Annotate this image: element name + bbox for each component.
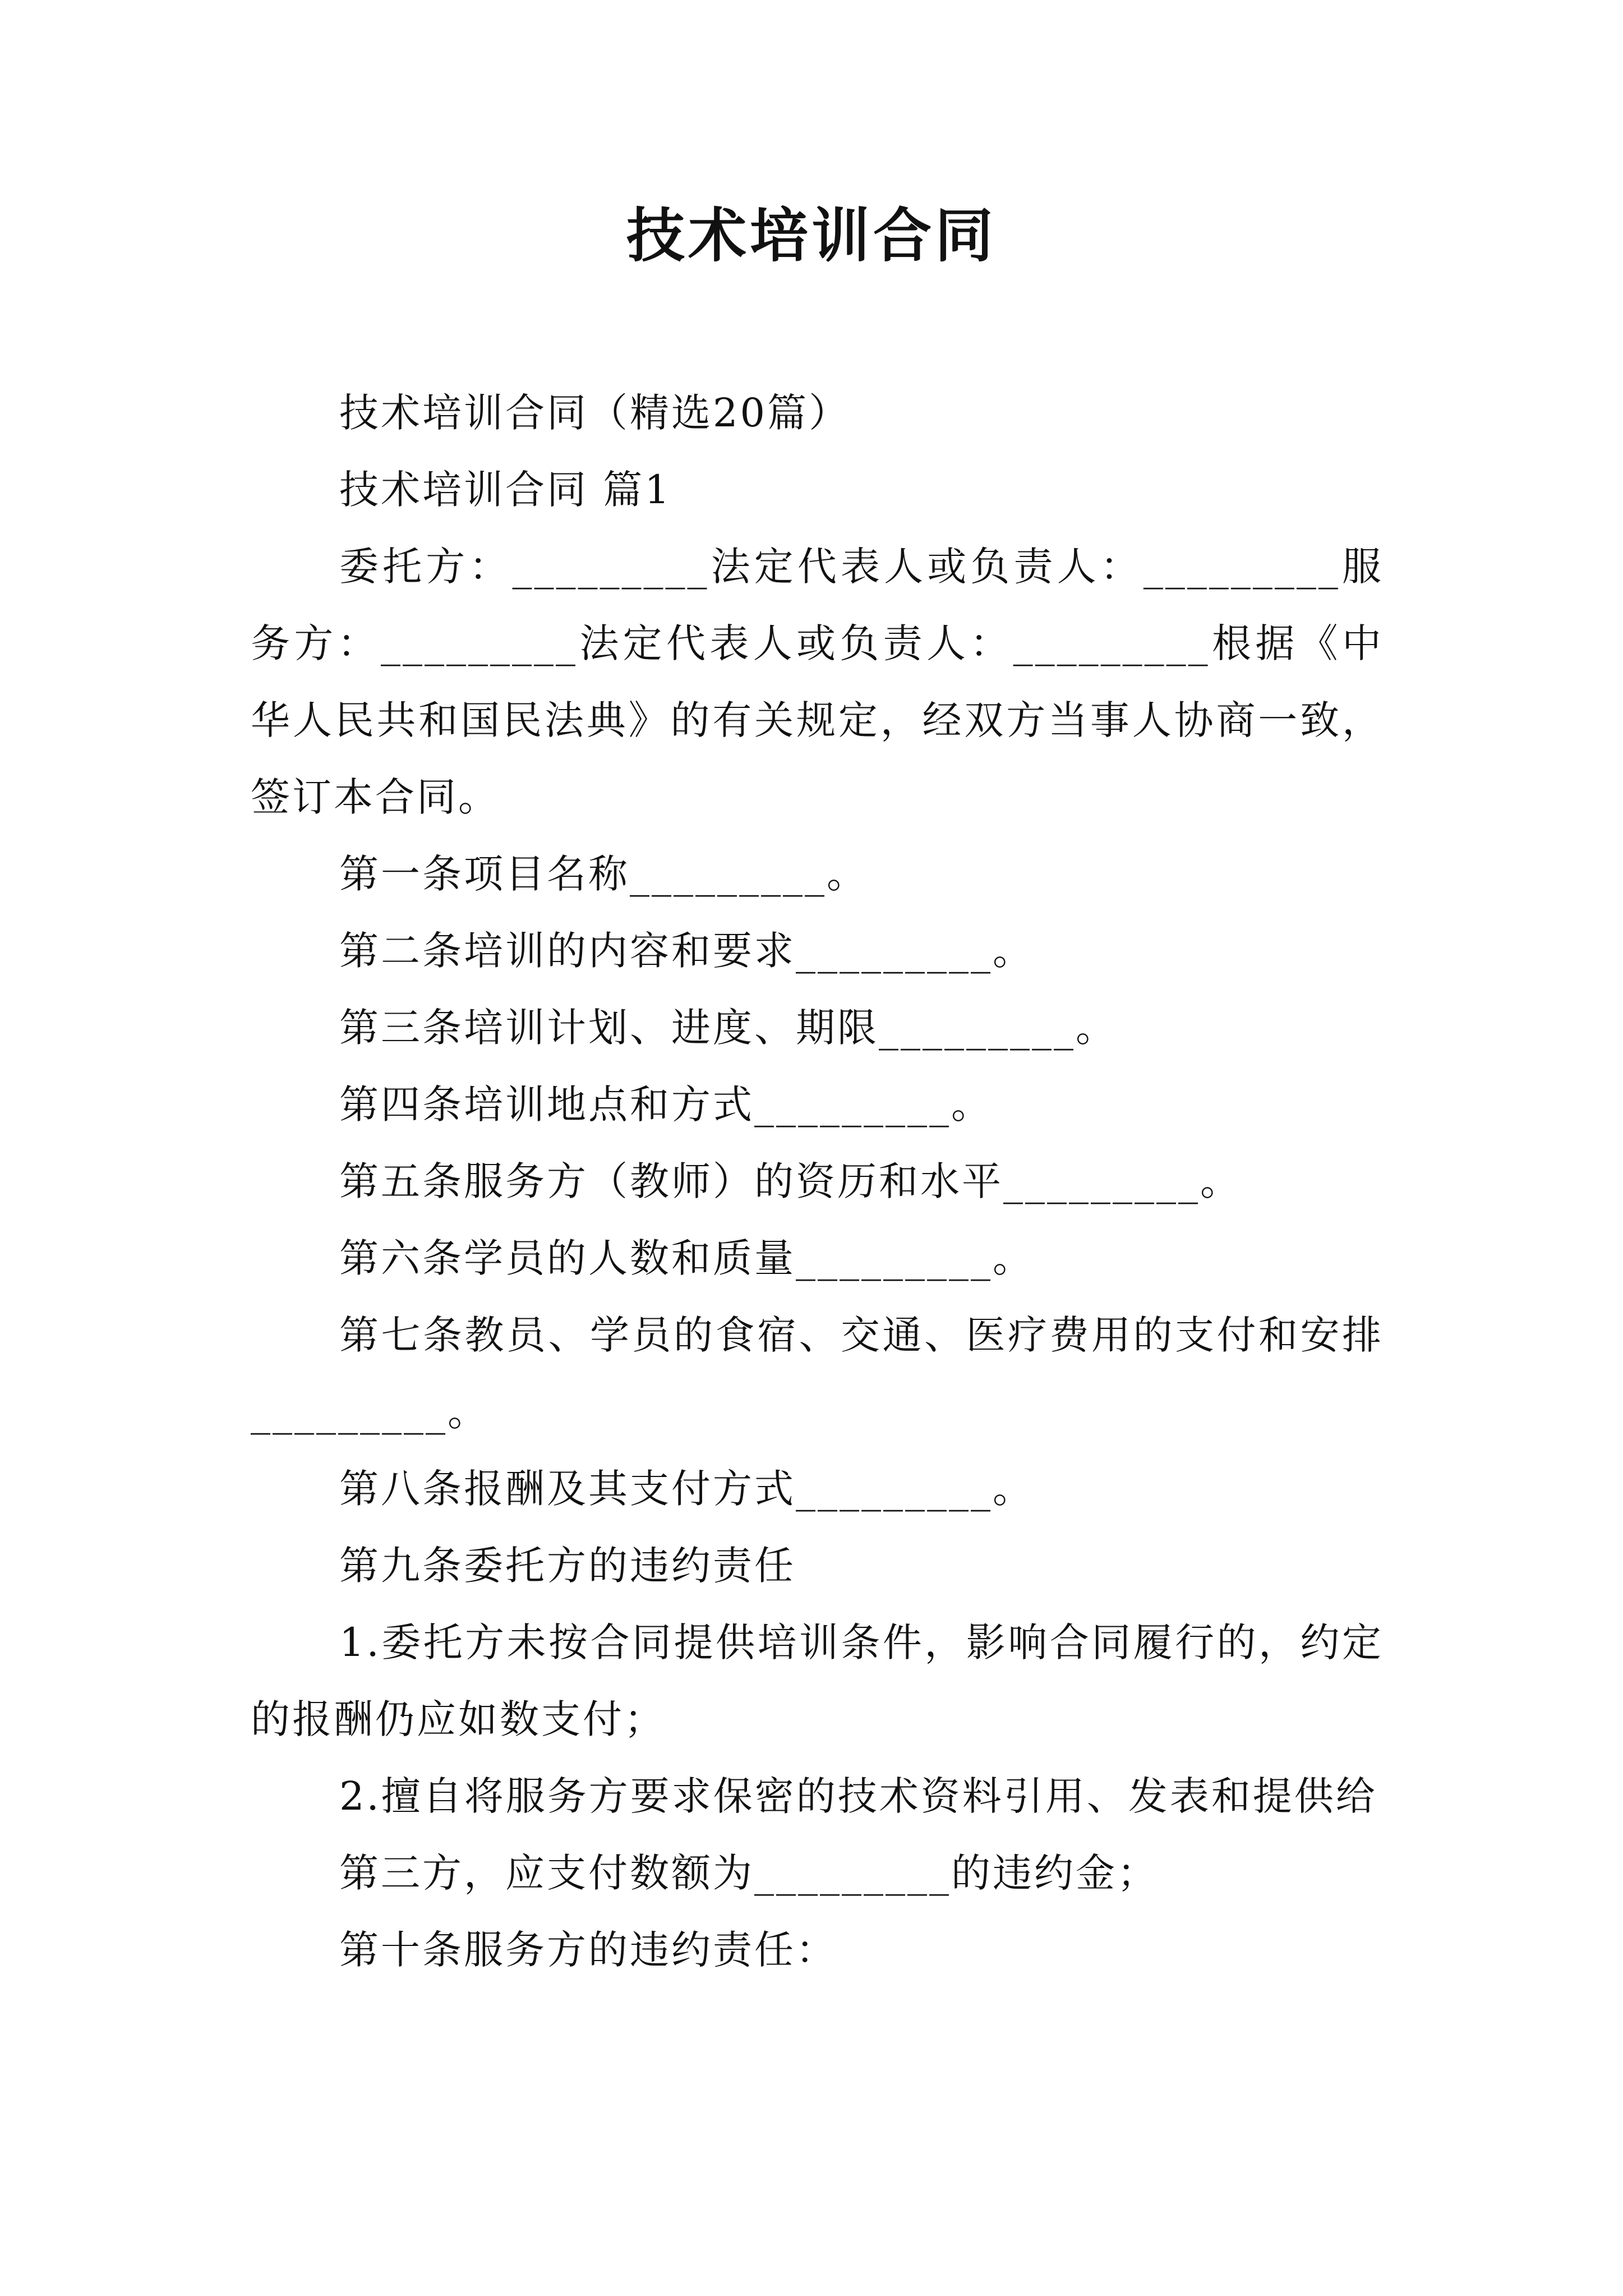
paragraph-article-9-item-1: 1.委托方未按合同提供培训条件，影响合同履行的，约定的报酬仍应如数支付； — [251, 1619, 1384, 1742]
paragraph-article-9-item-2-cont: 第三方，应支付数额为_________的违约金； — [339, 1850, 1159, 1896]
document-body — [251, 375, 1384, 1989]
paragraph-article-7: 第七条教员、学员的食宿、交通、医疗费用的支付和安排_________。 — [251, 1312, 1384, 1435]
paragraph-parties: 委托方：_________法定代表人或负责人：_________服务方：_________法定代表人或负责人：_________根据《中华人民共和国民法典》的有关规定，经双方当事人协商一致，签订本合同。 — [251, 544, 1384, 820]
paragraph-article-8: 第八条报酬及其支付方式_________。 — [339, 1466, 1034, 1512]
paragraph-article-4: 第四条培训地点和方式_________。 — [339, 1082, 993, 1128]
document-title: 技术培训合同 — [626, 201, 997, 270]
paragraph-section-heading: 技术培训合同 篇1 — [339, 467, 672, 513]
paragraph-article-6: 第六条学员的人数和质量_________。 — [339, 1235, 1034, 1281]
paragraph-article-3: 第三条培训计划、进度、期限_________。 — [339, 1005, 1117, 1051]
paragraph-article-1: 第一条项目名称_________。 — [339, 851, 868, 897]
paragraph-article-9: 第九条委托方的违约责任 — [339, 1543, 796, 1589]
paragraph-article-5: 第五条服务方（教师）的资历和水平_________。 — [339, 1158, 1242, 1204]
paragraph-subtitle: 技术培训合同（精选20篇） — [339, 390, 851, 436]
paragraph-article-2: 第二条培训的内容和要求_________。 — [339, 928, 1034, 974]
paragraph-article-9-item-2: 2.擅自将服务方要求保密的技术资料引用、发表和提供给 — [339, 1773, 1377, 1819]
paragraph-article-10: 第十条服务方的违约责任： — [339, 1927, 837, 1973]
